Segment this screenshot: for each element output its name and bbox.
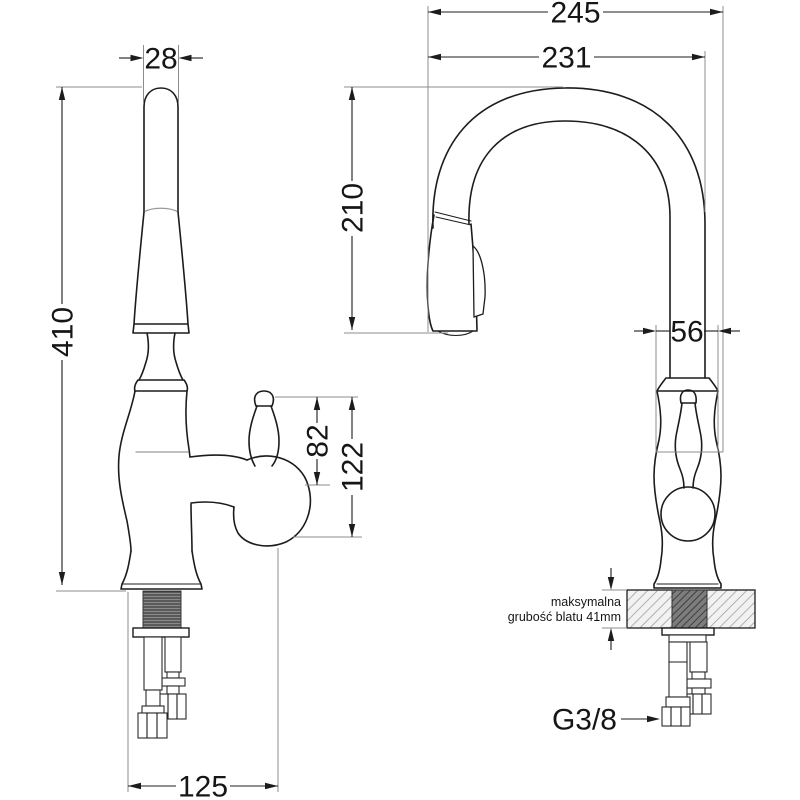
dim-label-410: 410: [46, 306, 80, 358]
spray-head: [427, 215, 477, 331]
gooseneck-outer: [433, 88, 705, 378]
lever-front: [675, 403, 701, 488]
countertop-note-line1: maksymalna: [550, 595, 621, 609]
dim-label-56: 56: [670, 315, 704, 349]
body: [119, 391, 192, 551]
thread-label: G3/8: [551, 703, 617, 737]
hex-nut: [138, 713, 167, 738]
supply-tubes: [138, 637, 186, 738]
dimension-28: [119, 43, 203, 104]
mounting-nut-front: [669, 635, 706, 642]
dim-label-82: 82: [301, 424, 335, 458]
dimension-56: [634, 316, 740, 453]
handle-arm-top: [190, 455, 247, 460]
handle-boss-circle: [661, 487, 715, 541]
gooseneck-inner: [469, 121, 670, 378]
dim-label-122: 122: [336, 441, 370, 493]
spout-taper: [133, 212, 189, 333]
dimension-410: [47, 87, 143, 591]
threaded-stem: [143, 591, 181, 628]
lever-knob: [255, 391, 274, 406]
spout-tube: [144, 88, 178, 212]
supply-tubes-front: [662, 642, 711, 726]
left-view-side: [119, 88, 311, 738]
thread-callout: [552, 704, 660, 737]
spray-trigger: [473, 246, 485, 317]
spout-joint-line: [144, 208, 178, 212]
base-flare: [121, 551, 202, 589]
dim-label-210: 210: [336, 182, 370, 234]
dim-label-28: 28: [144, 42, 178, 76]
spray-head-joint: [435, 212, 471, 225]
neck: [139, 333, 183, 380]
collar-front: [657, 378, 718, 391]
right-view-front: [427, 88, 755, 726]
handle-arm-bottom: [191, 502, 234, 507]
hex-nut: [662, 707, 690, 726]
dimension-231: [428, 42, 705, 213]
dimension-122: [293, 397, 370, 537]
mounting-flange-front: [662, 628, 714, 635]
dim-label-231: 231: [541, 41, 592, 75]
collar: [135, 380, 188, 391]
countertop-thickness-annotation: [508, 568, 627, 650]
countertop-note-line2: grubość blatu 41mm: [507, 610, 621, 624]
dimension-210: [337, 87, 564, 333]
mounting-flange: [133, 628, 189, 637]
dim-label-125: 125: [177, 770, 229, 800]
dim-label-245: 245: [550, 0, 601, 30]
lever-knob-front: [680, 390, 696, 403]
handle-cap: [234, 456, 311, 546]
body-front: [654, 391, 721, 588]
threaded-stem-front: [672, 590, 707, 628]
